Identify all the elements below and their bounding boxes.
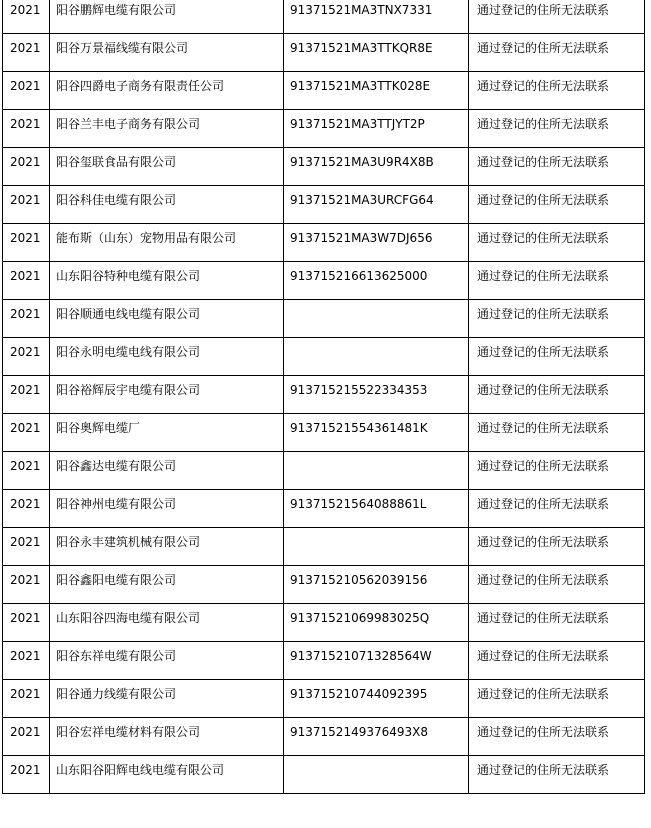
company-name-cell-text: 阳谷神州电缆有限公司 — [56, 497, 177, 511]
year-cell-text: 2021 — [10, 193, 41, 207]
company-name-cell-text: 阳谷通力线缆有限公司 — [56, 687, 177, 701]
reason-cell — [469, 528, 645, 566]
table-row — [3, 72, 645, 110]
reason-cell-text: 通过登记的住所无法联系 — [477, 269, 610, 283]
year-cell-text: 2021 — [10, 421, 41, 435]
table-row — [3, 490, 645, 528]
year-cell — [3, 452, 50, 490]
year-cell — [3, 224, 50, 262]
reason-cell — [469, 414, 645, 452]
reason-cell-text: 通过登记的住所无法联系 — [477, 725, 610, 739]
company-name-cell — [50, 110, 284, 148]
table-row — [3, 414, 645, 452]
year-cell — [3, 756, 50, 794]
company-name-cell-text: 能布斯（山东）宠物用品有限公司 — [56, 231, 237, 245]
year-cell-text: 2021 — [10, 155, 41, 169]
year-cell — [3, 110, 50, 148]
reason-cell — [469, 0, 645, 34]
credit-code-cell — [284, 566, 469, 604]
credit-code-cell — [284, 300, 469, 338]
company-name-cell-text: 阳谷裕辉辰宇电缆有限公司 — [56, 383, 201, 397]
credit-code-cell-text: 91371521MA3TTKQR8E — [290, 41, 433, 55]
company-name-cell — [50, 566, 284, 604]
credit-code-cell — [284, 452, 469, 490]
reason-cell — [469, 338, 645, 376]
reason-cell — [469, 642, 645, 680]
company-name-cell — [50, 452, 284, 490]
reason-cell — [469, 148, 645, 186]
reason-cell — [469, 490, 645, 528]
company-name-cell — [50, 490, 284, 528]
year-cell — [3, 186, 50, 224]
table-row — [3, 680, 645, 718]
company-name-cell — [50, 604, 284, 642]
credit-code-cell-text: 913715210562039156 — [290, 573, 428, 587]
credit-code-cell — [284, 376, 469, 414]
company-name-cell — [50, 186, 284, 224]
year-cell — [3, 490, 50, 528]
year-cell — [3, 148, 50, 186]
year-cell-text: 2021 — [10, 573, 41, 587]
company-name-cell-text: 阳谷永丰建筑机械有限公司 — [56, 535, 201, 549]
table-row — [3, 756, 645, 794]
reason-cell-text: 通过登记的住所无法联系 — [477, 573, 610, 587]
reason-cell-text: 通过登记的住所无法联系 — [477, 535, 610, 549]
year-cell-text: 2021 — [10, 231, 41, 245]
credit-code-cell-text — [284, 300, 468, 307]
company-name-cell — [50, 148, 284, 186]
credit-code-cell-text — [284, 756, 468, 763]
company-name-cell-text: 阳谷兰丰电子商务有限公司 — [56, 117, 201, 131]
company-name-cell-text: 阳谷科佳电缆有限公司 — [56, 193, 177, 207]
credit-code-cell — [284, 224, 469, 262]
credit-code-cell-text: 913715216613625000 — [290, 269, 428, 283]
table-row — [3, 718, 645, 756]
credit-code-cell-text: 91371521MA3URCFG64 — [290, 193, 434, 207]
reason-cell — [469, 34, 645, 72]
credit-code-cell-text: 913715215522334353 — [290, 383, 428, 397]
reason-cell-text: 通过登记的住所无法联系 — [477, 459, 610, 473]
credit-code-cell-text: 91371521MA3TNX7331 — [290, 3, 433, 17]
credit-code-cell — [284, 490, 469, 528]
credit-code-cell-text: 91371521MA3W7DJ656 — [290, 231, 433, 245]
year-cell-text: 2021 — [10, 307, 41, 321]
company-name-cell — [50, 680, 284, 718]
year-cell — [3, 376, 50, 414]
year-cell-text: 2021 — [10, 687, 41, 701]
reason-cell-text: 通过登记的住所无法联系 — [477, 3, 610, 17]
credit-code-cell-text: 91371521MA3TTK028E — [290, 79, 431, 93]
company-name-cell-text: 阳谷鑫达电缆有限公司 — [56, 459, 177, 473]
company-name-cell — [50, 0, 284, 34]
company-name-cell — [50, 718, 284, 756]
reason-cell — [469, 224, 645, 262]
reason-cell — [469, 680, 645, 718]
year-cell — [3, 604, 50, 642]
year-cell — [3, 718, 50, 756]
credit-code-cell — [284, 186, 469, 224]
year-cell — [3, 528, 50, 566]
credit-code-cell — [284, 604, 469, 642]
table-row — [3, 224, 645, 262]
company-name-cell — [50, 756, 284, 794]
company-name-cell — [50, 642, 284, 680]
reason-cell-text: 通过登记的住所无法联系 — [477, 611, 610, 625]
year-cell — [3, 414, 50, 452]
year-cell-text: 2021 — [10, 269, 41, 283]
year-cell-text: 2021 — [10, 497, 41, 511]
credit-code-cell — [284, 338, 469, 376]
company-name-cell-text: 阳谷四爵电子商务有限责任公司 — [56, 79, 225, 93]
credit-code-cell-text: 91371521MA3U9R4X8B — [290, 155, 434, 169]
credit-code-cell — [284, 110, 469, 148]
credit-code-cell-text — [284, 338, 468, 345]
company-name-cell-text: 阳谷鑫阳电缆有限公司 — [56, 573, 177, 587]
company-name-cell — [50, 376, 284, 414]
records-table-body — [3, 0, 645, 794]
reason-cell — [469, 262, 645, 300]
table-row — [3, 262, 645, 300]
company-name-cell-text: 阳谷顺通电线电缆有限公司 — [56, 307, 201, 321]
table-row — [3, 452, 645, 490]
reason-cell-text: 通过登记的住所无法联系 — [477, 231, 610, 245]
company-name-cell-text: 阳谷玺联食品有限公司 — [56, 155, 177, 169]
credit-code-cell-text — [284, 528, 468, 535]
reason-cell-text: 通过登记的住所无法联系 — [477, 687, 610, 701]
reason-cell-text: 通过登记的住所无法联系 — [477, 383, 610, 397]
reason-cell-text: 通过登记的住所无法联系 — [477, 497, 610, 511]
year-cell — [3, 0, 50, 34]
company-name-cell — [50, 34, 284, 72]
credit-code-cell — [284, 262, 469, 300]
credit-code-cell — [284, 34, 469, 72]
year-cell — [3, 72, 50, 110]
credit-code-cell — [284, 148, 469, 186]
year-cell-text: 2021 — [10, 345, 41, 359]
reason-cell — [469, 376, 645, 414]
reason-cell-text: 通过登记的住所无法联系 — [477, 155, 610, 169]
table-row — [3, 338, 645, 376]
credit-code-cell — [284, 72, 469, 110]
credit-code-cell-text: 91371521071328564W — [290, 649, 432, 663]
table-row — [3, 110, 645, 148]
credit-code-cell-text: 91371521554361481K — [290, 421, 428, 435]
credit-code-cell — [284, 528, 469, 566]
company-name-cell — [50, 338, 284, 376]
company-name-cell — [50, 224, 284, 262]
table-row — [3, 528, 645, 566]
credit-code-cell-text: 91371521069983025Q — [290, 611, 430, 625]
abnormal-records-table — [2, 0, 645, 794]
reason-cell — [469, 718, 645, 756]
year-cell-text: 2021 — [10, 649, 41, 663]
company-name-cell-text: 山东阳谷四海电缆有限公司 — [56, 611, 201, 625]
year-cell-text: 2021 — [10, 611, 41, 625]
year-cell-text: 2021 — [10, 535, 41, 549]
year-cell-text: 2021 — [10, 117, 41, 131]
year-cell — [3, 34, 50, 72]
reason-cell — [469, 300, 645, 338]
year-cell-text: 2021 — [10, 79, 41, 93]
reason-cell-text: 通过登记的住所无法联系 — [477, 41, 610, 55]
reason-cell — [469, 756, 645, 794]
year-cell-text: 2021 — [10, 41, 41, 55]
reason-cell — [469, 566, 645, 604]
company-name-cell-text: 阳谷宏祥电缆材料有限公司 — [56, 725, 201, 739]
table-row — [3, 186, 645, 224]
year-cell — [3, 262, 50, 300]
credit-code-cell-text: 913715210744092395 — [290, 687, 428, 701]
company-name-cell — [50, 72, 284, 110]
table-row — [3, 642, 645, 680]
credit-code-cell — [284, 414, 469, 452]
reason-cell-text: 通过登记的住所无法联系 — [477, 421, 610, 435]
company-name-cell-text: 阳谷奥辉电缆厂 — [56, 421, 141, 435]
company-name-cell-text: 山东阳谷阳辉电线电缆有限公司 — [56, 763, 225, 777]
company-name-cell — [50, 300, 284, 338]
reason-cell-text: 通过登记的住所无法联系 — [477, 763, 610, 777]
credit-code-cell — [284, 718, 469, 756]
company-name-cell-text: 阳谷鹏辉电缆有限公司 — [56, 3, 177, 17]
credit-code-cell — [284, 0, 469, 34]
reason-cell — [469, 186, 645, 224]
company-name-cell — [50, 414, 284, 452]
company-name-cell-text: 阳谷东祥电缆有限公司 — [56, 649, 177, 663]
year-cell — [3, 300, 50, 338]
company-name-cell — [50, 528, 284, 566]
year-cell-text: 2021 — [10, 383, 41, 397]
year-cell-text: 2021 — [10, 3, 41, 17]
credit-code-cell-text — [284, 452, 468, 459]
table-row — [3, 0, 645, 34]
table-row — [3, 148, 645, 186]
year-cell — [3, 680, 50, 718]
reason-cell-text: 通过登记的住所无法联系 — [477, 79, 610, 93]
year-cell — [3, 642, 50, 680]
reason-cell-text: 通过登记的住所无法联系 — [477, 117, 610, 131]
reason-cell — [469, 452, 645, 490]
reason-cell-text: 通过登记的住所无法联系 — [477, 193, 610, 207]
year-cell — [3, 338, 50, 376]
reason-cell — [469, 110, 645, 148]
reason-cell-text: 通过登记的住所无法联系 — [477, 307, 610, 321]
reason-cell — [469, 604, 645, 642]
credit-code-cell — [284, 642, 469, 680]
year-cell-text: 2021 — [10, 459, 41, 473]
credit-code-cell — [284, 756, 469, 794]
company-name-cell-text: 阳谷永明电缆电线有限公司 — [56, 345, 201, 359]
table-row — [3, 376, 645, 414]
reason-cell-text: 通过登记的住所无法联系 — [477, 345, 610, 359]
reason-cell-text: 通过登记的住所无法联系 — [477, 649, 610, 663]
table-row — [3, 34, 645, 72]
company-name-cell — [50, 262, 284, 300]
year-cell — [3, 566, 50, 604]
year-cell-text: 2021 — [10, 763, 41, 777]
credit-code-cell-text: 91371521MA3TTJYT2P — [290, 117, 425, 131]
table-row — [3, 604, 645, 642]
table-row — [3, 300, 645, 338]
year-cell-text: 2021 — [10, 725, 41, 739]
company-name-cell-text: 阳谷万景福线缆有限公司 — [56, 41, 189, 55]
reason-cell — [469, 72, 645, 110]
credit-code-cell — [284, 680, 469, 718]
company-name-cell-text: 山东阳谷特种电缆有限公司 — [56, 269, 201, 283]
credit-code-cell-text: 9137152149376493X8 — [290, 725, 429, 739]
credit-code-cell-text: 91371521564088861L — [290, 497, 427, 511]
table-row — [3, 566, 645, 604]
